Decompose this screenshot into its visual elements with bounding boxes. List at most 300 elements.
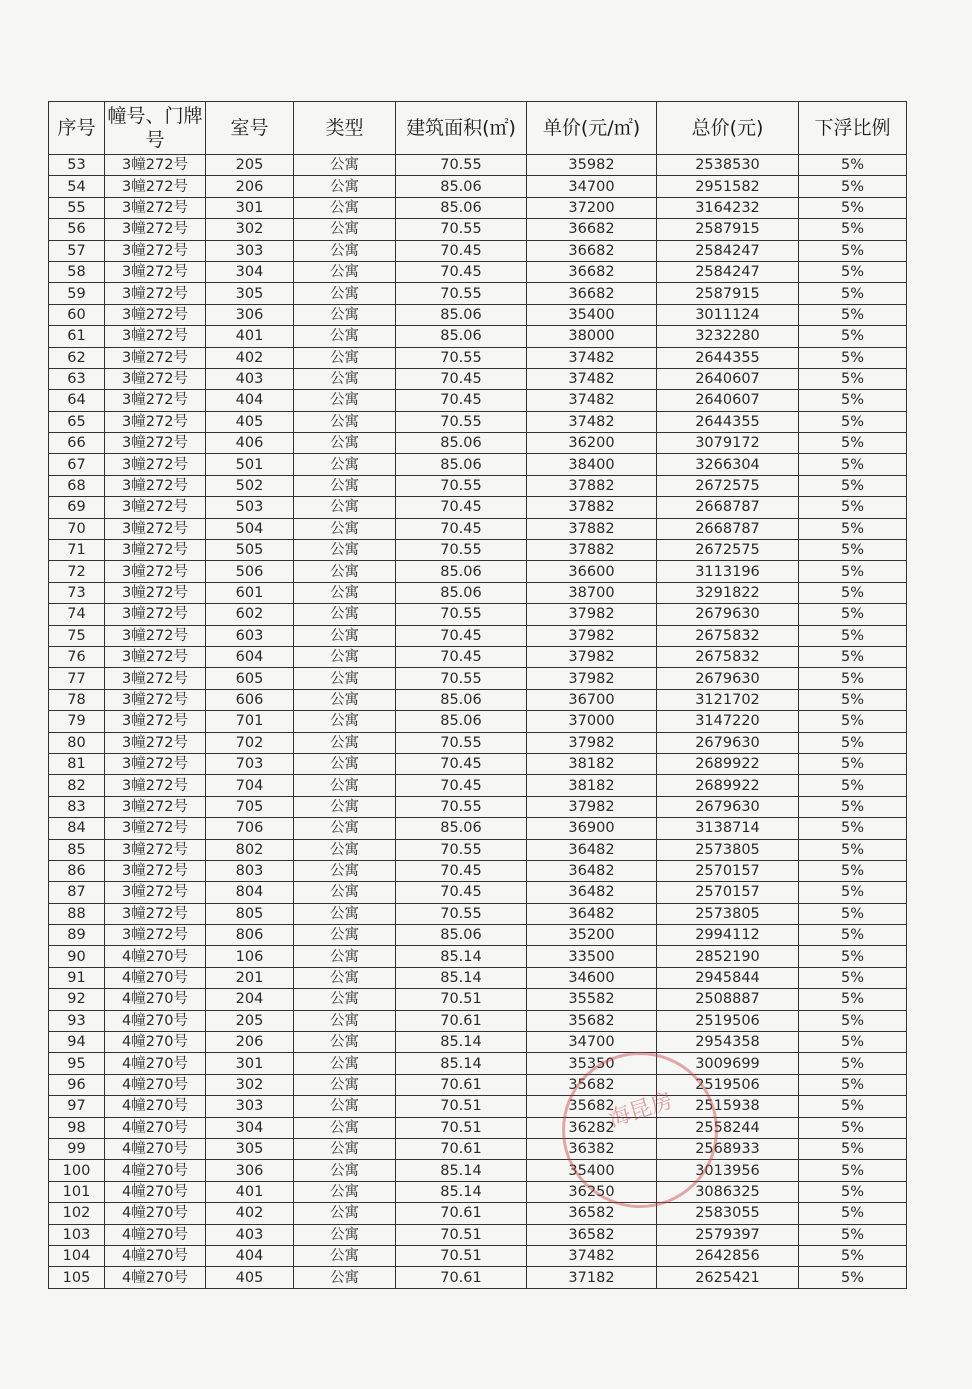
cell-room: 504 — [206, 518, 294, 539]
cell-building: 3幢272号 — [105, 732, 206, 753]
cell-discount: 5% — [799, 1096, 907, 1117]
cell-total-price: 2689922 — [657, 775, 799, 796]
cell-room: 303 — [206, 1096, 294, 1117]
cell-area: 85.14 — [396, 967, 527, 988]
table-row — [49, 219, 907, 240]
cell-type: 公寓 — [294, 839, 396, 860]
cell-discount: 5% — [799, 1138, 907, 1159]
cell-discount: 5% — [799, 604, 907, 625]
cell-index: 100 — [49, 1160, 105, 1181]
cell-room: 302 — [206, 219, 294, 240]
cell-building: 3幢272号 — [105, 882, 206, 903]
cell-index: 61 — [49, 326, 105, 347]
cell-area: 70.45 — [396, 518, 527, 539]
cell-area: 70.45 — [396, 753, 527, 774]
cell-unit-price: 35682 — [527, 1010, 657, 1031]
cell-building: 3幢272号 — [105, 433, 206, 454]
header-building: 幢号、门牌号 — [105, 102, 206, 155]
cell-index: 104 — [49, 1245, 105, 1266]
cell-area: 70.55 — [396, 903, 527, 924]
table-row — [49, 1096, 907, 1117]
cell-total-price: 2508887 — [657, 989, 799, 1010]
cell-area: 85.06 — [396, 582, 527, 603]
cell-type: 公寓 — [294, 903, 396, 924]
cell-unit-price: 37982 — [527, 625, 657, 646]
cell-type: 公寓 — [294, 1160, 396, 1181]
cell-building: 3幢272号 — [105, 561, 206, 582]
cell-room: 403 — [206, 1224, 294, 1245]
cell-discount: 5% — [799, 219, 907, 240]
cell-building: 4幢270号 — [105, 1117, 206, 1138]
table-row — [49, 1203, 907, 1224]
cell-index: 75 — [49, 625, 105, 646]
table-row — [49, 839, 907, 860]
cell-discount: 5% — [799, 1203, 907, 1224]
cell-type: 公寓 — [294, 390, 396, 411]
cell-unit-price: 37482 — [527, 368, 657, 389]
cell-building: 4幢270号 — [105, 967, 206, 988]
cell-index: 96 — [49, 1074, 105, 1095]
cell-total-price: 2644355 — [657, 411, 799, 432]
cell-index: 93 — [49, 1010, 105, 1031]
cell-index: 90 — [49, 946, 105, 967]
cell-total-price: 2573805 — [657, 903, 799, 924]
cell-total-price: 2642856 — [657, 1245, 799, 1266]
cell-type: 公寓 — [294, 433, 396, 454]
table-row — [49, 604, 907, 625]
cell-index: 81 — [49, 753, 105, 774]
cell-building: 3幢272号 — [105, 518, 206, 539]
cell-index: 85 — [49, 839, 105, 860]
cell-type: 公寓 — [294, 646, 396, 667]
cell-unit-price: 36582 — [527, 1224, 657, 1245]
cell-total-price: 2640607 — [657, 368, 799, 389]
cell-total-price: 2515938 — [657, 1096, 799, 1117]
cell-discount: 5% — [799, 967, 907, 988]
table-row — [49, 903, 907, 924]
table-row — [49, 925, 907, 946]
cell-building: 3幢272号 — [105, 668, 206, 689]
cell-room: 405 — [206, 1267, 294, 1288]
cell-building: 3幢272号 — [105, 326, 206, 347]
cell-type: 公寓 — [294, 1181, 396, 1202]
cell-index: 73 — [49, 582, 105, 603]
cell-unit-price: 37982 — [527, 732, 657, 753]
cell-room: 404 — [206, 390, 294, 411]
cell-area: 85.06 — [396, 561, 527, 582]
cell-building: 3幢272号 — [105, 176, 206, 197]
table-row — [49, 1053, 907, 1074]
cell-unit-price: 37982 — [527, 646, 657, 667]
cell-room: 201 — [206, 967, 294, 988]
cell-building: 3幢272号 — [105, 775, 206, 796]
cell-discount: 5% — [799, 454, 907, 475]
cell-discount: 5% — [799, 582, 907, 603]
cell-unit-price: 34700 — [527, 1032, 657, 1053]
cell-total-price: 3164232 — [657, 197, 799, 218]
cell-room: 704 — [206, 775, 294, 796]
cell-discount: 5% — [799, 882, 907, 903]
cell-unit-price: 35400 — [527, 304, 657, 325]
cell-discount: 5% — [799, 283, 907, 304]
cell-building: 3幢272号 — [105, 390, 206, 411]
cell-index: 105 — [49, 1267, 105, 1288]
table-row — [49, 283, 907, 304]
cell-index: 94 — [49, 1032, 105, 1053]
cell-unit-price: 36250 — [527, 1181, 657, 1202]
cell-type: 公寓 — [294, 989, 396, 1010]
table-row — [49, 668, 907, 689]
cell-area: 70.61 — [396, 1267, 527, 1288]
cell-building: 4幢270号 — [105, 1160, 206, 1181]
cell-index: 80 — [49, 732, 105, 753]
cell-building: 4幢270号 — [105, 1181, 206, 1202]
cell-area: 70.61 — [396, 1010, 527, 1031]
table-row — [49, 1138, 907, 1159]
cell-building: 4幢270号 — [105, 1096, 206, 1117]
cell-total-price: 2558244 — [657, 1117, 799, 1138]
cell-unit-price: 36682 — [527, 261, 657, 282]
cell-type: 公寓 — [294, 561, 396, 582]
cell-type: 公寓 — [294, 1267, 396, 1288]
cell-total-price: 3013956 — [657, 1160, 799, 1181]
cell-room: 702 — [206, 732, 294, 753]
cell-building: 3幢272号 — [105, 497, 206, 518]
cell-total-price: 2587915 — [657, 219, 799, 240]
cell-area: 70.45 — [396, 625, 527, 646]
cell-room: 601 — [206, 582, 294, 603]
cell-discount: 5% — [799, 304, 907, 325]
cell-discount: 5% — [799, 989, 907, 1010]
cell-type: 公寓 — [294, 411, 396, 432]
cell-area: 70.51 — [396, 1096, 527, 1117]
cell-area: 70.45 — [396, 368, 527, 389]
cell-type: 公寓 — [294, 775, 396, 796]
table-row — [49, 1117, 907, 1138]
cell-unit-price: 36600 — [527, 561, 657, 582]
cell-room: 506 — [206, 561, 294, 582]
cell-discount: 5% — [799, 818, 907, 839]
cell-unit-price: 36282 — [527, 1117, 657, 1138]
cell-building: 3幢272号 — [105, 283, 206, 304]
table-row — [49, 1074, 907, 1095]
cell-area: 70.55 — [396, 347, 527, 368]
table-row — [49, 497, 907, 518]
cell-type: 公寓 — [294, 732, 396, 753]
cell-type: 公寓 — [294, 604, 396, 625]
cell-unit-price: 34600 — [527, 967, 657, 988]
cell-type: 公寓 — [294, 711, 396, 732]
cell-type: 公寓 — [294, 967, 396, 988]
cell-total-price: 2519506 — [657, 1074, 799, 1095]
cell-unit-price: 35200 — [527, 925, 657, 946]
table-row — [49, 860, 907, 881]
cell-total-price: 3086325 — [657, 1181, 799, 1202]
cell-area: 70.55 — [396, 796, 527, 817]
cell-discount: 5% — [799, 1181, 907, 1202]
cell-area: 70.51 — [396, 989, 527, 1010]
table-row — [49, 475, 907, 496]
table-row — [49, 176, 907, 197]
cell-unit-price: 38400 — [527, 454, 657, 475]
cell-type: 公寓 — [294, 304, 396, 325]
cell-total-price: 2994112 — [657, 925, 799, 946]
cell-room: 706 — [206, 818, 294, 839]
cell-type: 公寓 — [294, 283, 396, 304]
cell-unit-price: 36682 — [527, 283, 657, 304]
cell-discount: 5% — [799, 925, 907, 946]
cell-room: 401 — [206, 1181, 294, 1202]
cell-room: 803 — [206, 860, 294, 881]
cell-discount: 5% — [799, 646, 907, 667]
cell-discount: 5% — [799, 326, 907, 347]
cell-discount: 5% — [799, 732, 907, 753]
cell-room: 301 — [206, 197, 294, 218]
cell-total-price: 2672575 — [657, 540, 799, 561]
cell-type: 公寓 — [294, 1053, 396, 1074]
cell-type: 公寓 — [294, 475, 396, 496]
cell-type: 公寓 — [294, 454, 396, 475]
table-row — [49, 304, 907, 325]
table-row — [49, 368, 907, 389]
cell-discount: 5% — [799, 411, 907, 432]
cell-building: 3幢272号 — [105, 903, 206, 924]
cell-discount: 5% — [799, 796, 907, 817]
cell-room: 603 — [206, 625, 294, 646]
cell-discount: 5% — [799, 240, 907, 261]
cell-building: 4幢270号 — [105, 1032, 206, 1053]
cell-area: 85.06 — [396, 454, 527, 475]
cell-type: 公寓 — [294, 1117, 396, 1138]
cell-building: 3幢272号 — [105, 197, 206, 218]
cell-total-price: 2672575 — [657, 475, 799, 496]
table-row — [49, 882, 907, 903]
cell-area: 85.14 — [396, 946, 527, 967]
cell-room: 605 — [206, 668, 294, 689]
cell-building: 3幢272号 — [105, 796, 206, 817]
cell-room: 404 — [206, 1245, 294, 1266]
cell-building: 4幢270号 — [105, 946, 206, 967]
cell-discount: 5% — [799, 1267, 907, 1288]
cell-room: 802 — [206, 839, 294, 860]
cell-type: 公寓 — [294, 368, 396, 389]
cell-building: 4幢270号 — [105, 1074, 206, 1095]
cell-building: 3幢272号 — [105, 454, 206, 475]
cell-unit-price: 36682 — [527, 219, 657, 240]
cell-index: 53 — [49, 155, 105, 176]
cell-type: 公寓 — [294, 219, 396, 240]
cell-total-price: 2679630 — [657, 796, 799, 817]
cell-discount: 5% — [799, 561, 907, 582]
cell-building: 3幢272号 — [105, 261, 206, 282]
cell-unit-price: 36382 — [527, 1138, 657, 1159]
cell-unit-price: 35982 — [527, 155, 657, 176]
cell-type: 公寓 — [294, 668, 396, 689]
cell-area: 85.14 — [396, 1053, 527, 1074]
cell-area: 85.06 — [396, 197, 527, 218]
cell-total-price: 3011124 — [657, 304, 799, 325]
cell-index: 83 — [49, 796, 105, 817]
cell-unit-price: 37200 — [527, 197, 657, 218]
cell-room: 701 — [206, 711, 294, 732]
cell-area: 70.45 — [396, 261, 527, 282]
table-row — [49, 625, 907, 646]
cell-index: 103 — [49, 1224, 105, 1245]
cell-type: 公寓 — [294, 1074, 396, 1095]
cell-type: 公寓 — [294, 1096, 396, 1117]
table-row — [49, 1224, 907, 1245]
cell-type: 公寓 — [294, 925, 396, 946]
cell-index: 62 — [49, 347, 105, 368]
cell-area: 70.45 — [396, 646, 527, 667]
table-row — [49, 989, 907, 1010]
cell-unit-price: 37482 — [527, 1245, 657, 1266]
table-row — [49, 1032, 907, 1053]
cell-room: 206 — [206, 176, 294, 197]
cell-total-price: 2951582 — [657, 176, 799, 197]
cell-total-price: 3009699 — [657, 1053, 799, 1074]
cell-building: 3幢272号 — [105, 818, 206, 839]
cell-index: 67 — [49, 454, 105, 475]
cell-unit-price: 35682 — [527, 1096, 657, 1117]
cell-building: 4幢270号 — [105, 1224, 206, 1245]
cell-total-price: 2519506 — [657, 1010, 799, 1031]
cell-building: 3幢272号 — [105, 411, 206, 432]
cell-unit-price: 38182 — [527, 753, 657, 774]
cell-index: 72 — [49, 561, 105, 582]
cell-index: 56 — [49, 219, 105, 240]
cell-index: 64 — [49, 390, 105, 411]
cell-index: 57 — [49, 240, 105, 261]
price-table — [48, 101, 907, 1289]
cell-unit-price: 37982 — [527, 604, 657, 625]
cell-room: 703 — [206, 753, 294, 774]
cell-total-price: 2675832 — [657, 625, 799, 646]
header-total-price: 总价(元) — [657, 102, 799, 155]
cell-total-price: 2568933 — [657, 1138, 799, 1159]
cell-total-price: 2583055 — [657, 1203, 799, 1224]
header-unit-price: 单价(元/㎡) — [527, 102, 657, 155]
cell-discount: 5% — [799, 368, 907, 389]
cell-area: 70.61 — [396, 1138, 527, 1159]
cell-type: 公寓 — [294, 518, 396, 539]
cell-unit-price: 35682 — [527, 1074, 657, 1095]
seal-text: 海昆房 — [605, 1088, 676, 1133]
cell-index: 65 — [49, 411, 105, 432]
cell-type: 公寓 — [294, 689, 396, 710]
cell-discount: 5% — [799, 1117, 907, 1138]
cell-discount: 5% — [799, 711, 907, 732]
cell-index: 58 — [49, 261, 105, 282]
cell-room: 606 — [206, 689, 294, 710]
cell-total-price: 2668787 — [657, 518, 799, 539]
cell-unit-price: 35582 — [527, 989, 657, 1010]
cell-building: 3幢272号 — [105, 475, 206, 496]
cell-area: 70.45 — [396, 882, 527, 903]
cell-discount: 5% — [799, 197, 907, 218]
cell-area: 70.45 — [396, 240, 527, 261]
cell-room: 301 — [206, 1053, 294, 1074]
cell-building: 4幢270号 — [105, 1010, 206, 1031]
header-index: 序号 — [49, 102, 105, 155]
cell-total-price: 2954358 — [657, 1032, 799, 1053]
cell-area: 85.06 — [396, 304, 527, 325]
cell-unit-price: 37882 — [527, 540, 657, 561]
cell-total-price: 2570157 — [657, 860, 799, 881]
table-row — [49, 454, 907, 475]
cell-room: 402 — [206, 347, 294, 368]
cell-type: 公寓 — [294, 753, 396, 774]
cell-type: 公寓 — [294, 240, 396, 261]
cell-total-price: 2679630 — [657, 732, 799, 753]
cell-index: 99 — [49, 1138, 105, 1159]
cell-unit-price: 34700 — [527, 176, 657, 197]
cell-area: 85.06 — [396, 326, 527, 347]
cell-building: 3幢272号 — [105, 368, 206, 389]
cell-index: 101 — [49, 1181, 105, 1202]
table-row — [49, 540, 907, 561]
cell-total-price: 2644355 — [657, 347, 799, 368]
cell-building: 3幢272号 — [105, 155, 206, 176]
cell-building: 3幢272号 — [105, 625, 206, 646]
cell-room: 401 — [206, 326, 294, 347]
cell-area: 70.51 — [396, 1224, 527, 1245]
cell-total-price: 3147220 — [657, 711, 799, 732]
cell-room: 405 — [206, 411, 294, 432]
cell-area: 70.45 — [396, 860, 527, 881]
cell-discount: 5% — [799, 903, 907, 924]
cell-discount: 5% — [799, 625, 907, 646]
table-row — [49, 240, 907, 261]
cell-unit-price: 36482 — [527, 860, 657, 881]
cell-building: 3幢272号 — [105, 540, 206, 561]
cell-discount: 5% — [799, 1074, 907, 1095]
cell-type: 公寓 — [294, 1245, 396, 1266]
cell-building: 3幢272号 — [105, 925, 206, 946]
cell-building: 3幢272号 — [105, 711, 206, 732]
cell-unit-price: 37882 — [527, 475, 657, 496]
cell-room: 502 — [206, 475, 294, 496]
cell-discount: 5% — [799, 347, 907, 368]
cell-index: 98 — [49, 1117, 105, 1138]
cell-unit-price: 37882 — [527, 518, 657, 539]
cell-unit-price: 36482 — [527, 839, 657, 860]
cell-type: 公寓 — [294, 540, 396, 561]
cell-room: 805 — [206, 903, 294, 924]
cell-discount: 5% — [799, 433, 907, 454]
cell-index: 92 — [49, 989, 105, 1010]
cell-building: 3幢272号 — [105, 604, 206, 625]
cell-total-price: 2675832 — [657, 646, 799, 667]
table-row — [49, 518, 907, 539]
cell-building: 4幢270号 — [105, 989, 206, 1010]
cell-total-price: 3232280 — [657, 326, 799, 347]
cell-area: 85.06 — [396, 176, 527, 197]
cell-index: 76 — [49, 646, 105, 667]
cell-discount: 5% — [799, 775, 907, 796]
cell-room: 205 — [206, 155, 294, 176]
cell-total-price: 2584247 — [657, 261, 799, 282]
cell-discount: 5% — [799, 261, 907, 282]
cell-index: 74 — [49, 604, 105, 625]
cell-area: 85.14 — [396, 1032, 527, 1053]
cell-building: 3幢272号 — [105, 839, 206, 860]
cell-discount: 5% — [799, 1245, 907, 1266]
cell-area: 85.14 — [396, 1181, 527, 1202]
cell-total-price: 2579397 — [657, 1224, 799, 1245]
cell-area: 70.55 — [396, 219, 527, 240]
cell-unit-price: 37482 — [527, 390, 657, 411]
